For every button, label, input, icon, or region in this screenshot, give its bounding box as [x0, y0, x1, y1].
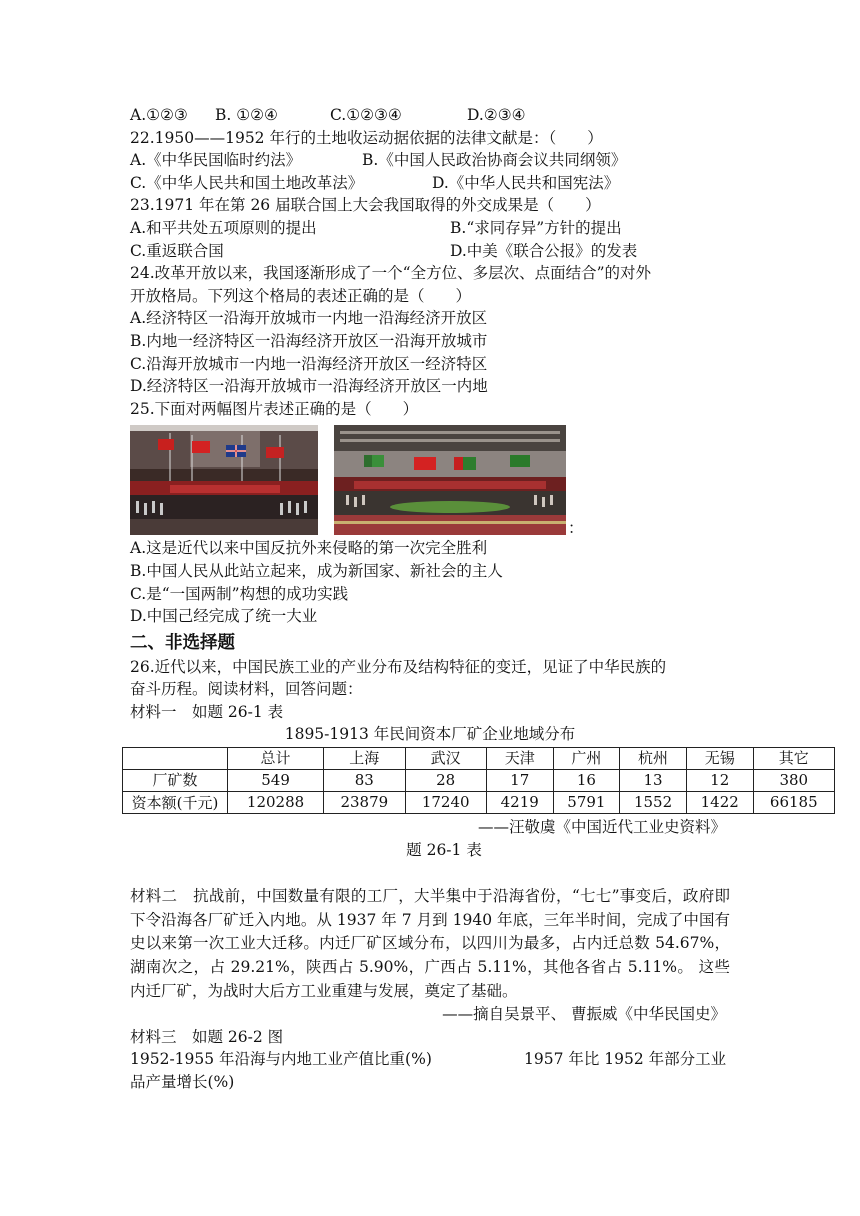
q25-colon: ：: [568, 519, 584, 538]
q24-option-d: D.经济特区一沿海开放城市一沿海经济开放区一内地: [130, 377, 488, 396]
q25-option-b: B.中国人民从此站立起来，成为新国家、新社会的主人: [130, 561, 503, 580]
table-source: ——汪敬虞《中国近代工业史资料》: [477, 818, 726, 837]
hong-kong-handover-photo: [130, 425, 318, 535]
table-cell: 4219: [486, 792, 553, 814]
q24-option-b: B.内地一经济特区一沿海经济开放区一沿海开放城市: [130, 331, 488, 350]
table-header-cell: 天津: [486, 748, 553, 770]
q22-option-a: A.《中华民国临时约法》: [130, 151, 302, 170]
q23-option-d: D.中美《联合公报》的发表: [450, 241, 638, 260]
q22-option-b: B.《中国人民政治协商会议共同纲领》: [362, 151, 627, 170]
q23-option-b: B.“求同存异”方针的提出: [450, 218, 622, 237]
exam-page: [130, 104, 818, 1094]
q21-option-d: D.②③④: [467, 106, 526, 124]
enterprise-distribution-table: [122, 747, 835, 814]
table-cell: 12: [686, 770, 753, 792]
table-row-label: 厂矿数: [123, 770, 228, 792]
table-row: [123, 792, 835, 814]
q22-option-d: D.《中华人民共和国宪法》: [432, 173, 620, 192]
macau-handover-photo: [334, 425, 566, 535]
table-header-cell: 无锡: [686, 748, 753, 770]
q21-option-b: B. ①②④: [215, 106, 278, 124]
q24-stem-line2: 开放格局。下列这个格局的表述正确的是（ ）: [130, 286, 472, 305]
q24-stem-line1: 24.改革开放以来，我国逐渐形成了一个“全方位、多层次、点面结合”的对外: [130, 264, 652, 283]
chart-caption-right-continued: 品产量增长(%): [130, 1073, 235, 1091]
table-cell: 5791: [553, 792, 620, 814]
q22-options-row1: [130, 149, 740, 172]
table-caption: 题 26-1 表: [406, 840, 482, 859]
q25-stem: 25.下面对两幅图片表述正确的是（ ）: [130, 399, 419, 418]
material-2-source: ——摘自吴景平、 曹振威《中华民国史》: [442, 1005, 726, 1024]
material-1-label: 材料一 如题 26-1 表: [130, 702, 284, 721]
table-header-cell: [123, 748, 228, 770]
chart-caption-left: 1952-1955 年沿海与内地工业产值比重(%): [130, 1050, 432, 1069]
q21-option-a: A.①②③: [130, 106, 188, 124]
q23-options-row1: [130, 217, 740, 240]
material-2-text: 材料二 抗战前，中国数量有限的工厂，大半集中于沿海省份，“七七”事变后，政府即下令沿海各厂矿迁入内地。从 1937 年 7 月到 1940 年底，三年半时间，完成了中国有史以来第一次工业大迁移。内迁厂矿区域分布，以四川为最多，占内迁总数 54.67%，湖南次之，占 29.21%，陕西占 5.90%，广西占 5.11%，其他各省占 5.11%。 这些内迁厂矿，为战时大后方工业重建与发展，奠定了基础。: [130, 887, 730, 1000]
q25-option-d: D.中国己经完成了统一大业: [130, 607, 318, 626]
table-cell: 28: [405, 770, 486, 792]
material-3-label: 材料三 如题 26-2 图: [130, 1027, 284, 1046]
q23-option-a: A.和平共处五项原则的提出: [130, 218, 317, 237]
table-cell: 66185: [753, 792, 834, 814]
table-cell: 16: [553, 770, 620, 792]
table-cell: 1422: [686, 792, 753, 814]
q23-stem: 23.1971 年在第 26 届联合国上大会我国取得的外交成果是（ ）: [130, 196, 601, 215]
table-cell: 17240: [405, 792, 486, 814]
table-header-cell: 上海: [324, 748, 405, 770]
q26-stem-line1: 26.近代以来，中国民族工业的产业分布及结构特征的变迁，见证了中华民族的: [130, 657, 667, 676]
table-header-cell: 其它: [753, 748, 834, 770]
table-cell: 83: [324, 770, 405, 792]
table-header-row: [123, 748, 835, 770]
table-cell: 549: [228, 770, 324, 792]
table-cell: 23879: [324, 792, 405, 814]
table-header-cell: 广州: [553, 748, 620, 770]
q24-option-c: C.沿海开放城市一内地一沿海经济开放区一经济特区: [130, 354, 488, 373]
material-3-captions: [130, 1048, 740, 1071]
q22-options-row2: [130, 172, 740, 195]
q24-option-a: A.经济特区一沿海开放城市一内地一沿海经济开放区: [130, 309, 488, 328]
table-header-cell: 武汉: [405, 748, 486, 770]
q25-option-c: C.是“一国两制”构想的成功实践: [130, 584, 349, 603]
table-cell: 380: [753, 770, 834, 792]
q23-options-row2: [130, 240, 740, 263]
table-cell: 120288: [228, 792, 324, 814]
q22-option-c: C.《中华人民共和国土地改革法》: [130, 173, 364, 192]
q25-option-a: A.这是近代以来中国反抗外来侵略的第一次完全胜利: [130, 539, 488, 558]
table-row: [123, 770, 835, 792]
table-title: 1895-1913 年民间资本厂矿企业地域分布: [284, 725, 576, 744]
chart-caption-right: 1957 年比 1952 年部分工业: [524, 1050, 727, 1069]
table-cell: 1552: [620, 792, 687, 814]
q21-option-c: C.①②③④: [330, 106, 402, 124]
table-cell: 13: [620, 770, 687, 792]
q22-stem: 22.1950——1952 年行的土地收运动据依据的法律文献是：（ ）: [130, 128, 603, 147]
table-row-label: 资本额(千元): [123, 792, 228, 814]
q21-options: [130, 104, 740, 127]
q23-option-c: C.重返联合国: [130, 241, 224, 260]
table-cell: 17: [486, 770, 553, 792]
q26-stem-line2: 奋斗历程。阅读材料，回答问题：: [130, 680, 363, 699]
section-title-non-choice: 二、非选择题: [130, 632, 235, 653]
table-header-cell: 总计: [228, 748, 324, 770]
table-header-cell: 杭州: [620, 748, 687, 770]
q25-photos: [130, 423, 740, 538]
